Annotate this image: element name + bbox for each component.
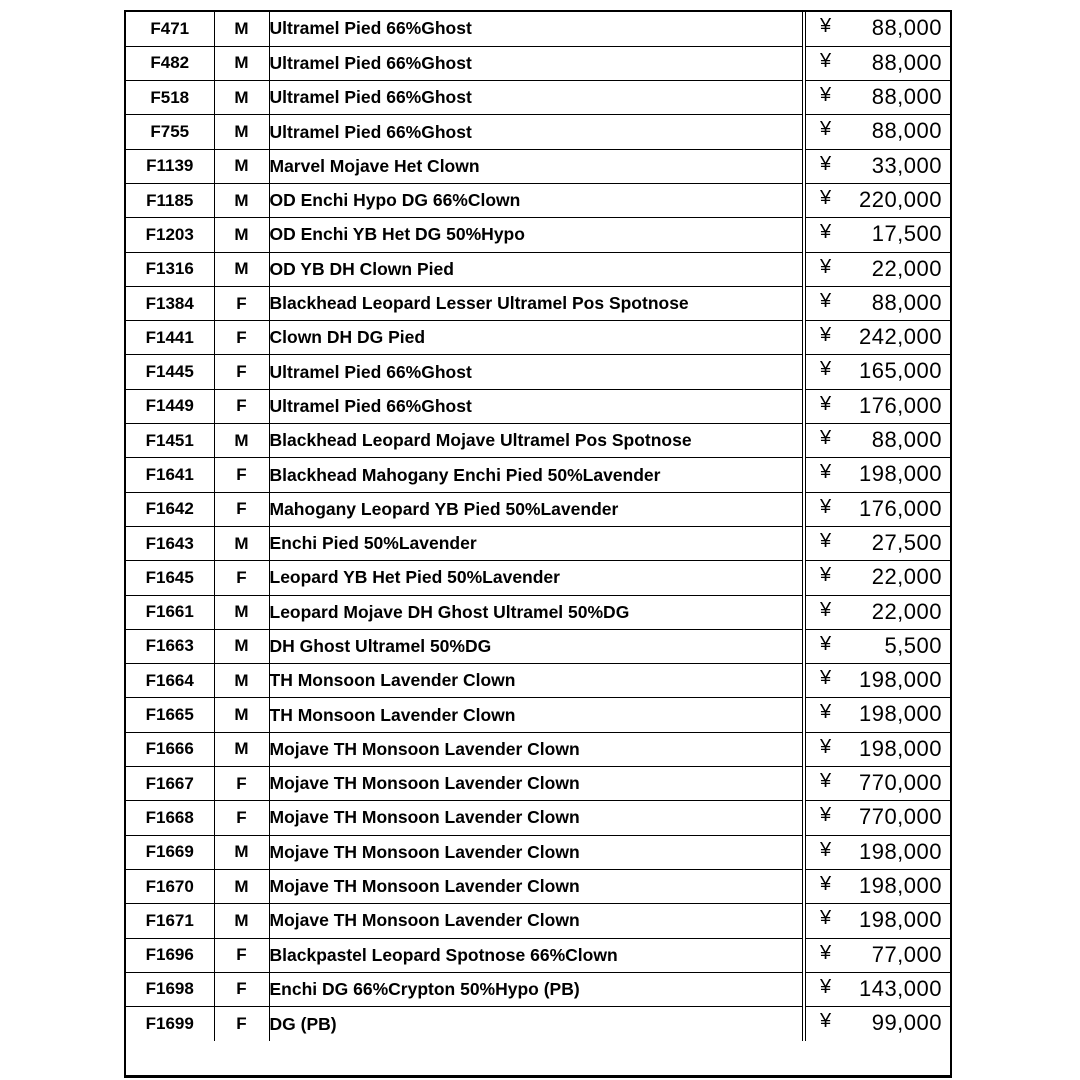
cell-price: [804, 492, 950, 526]
table-row: [126, 698, 950, 732]
cell-sex: M: [214, 595, 269, 629]
currency-symbol: ¥: [820, 770, 832, 793]
cell-morph-name: Marvel Mojave Het Clown: [269, 149, 804, 183]
currency-symbol: ¥: [820, 255, 832, 278]
price-amount: 88,000: [871, 15, 942, 40]
cell-morph-name: Leopard YB Het Pied 50%Lavender: [269, 561, 804, 595]
cell-price: [804, 972, 950, 1006]
currency-symbol: ¥: [820, 667, 832, 690]
table-row: [126, 81, 950, 115]
table-row: [126, 561, 950, 595]
table-row: [126, 149, 950, 183]
cell-id: F1668: [126, 801, 214, 835]
cell-id: F1316: [126, 252, 214, 286]
price-table: [126, 12, 950, 1041]
price-amount: 77,000: [871, 941, 942, 967]
price-amount: 770,000: [858, 804, 942, 830]
price-amount: 198,000: [858, 667, 942, 693]
cell-price: [804, 81, 950, 115]
price-amount: 17,500: [871, 221, 942, 247]
cell-price: [804, 561, 950, 595]
cell-morph-name: Mojave TH Monsoon Lavender Clown: [269, 801, 804, 835]
table-row: [126, 286, 950, 320]
price-amount: 176,000: [858, 495, 942, 521]
cell-id: F1451: [126, 424, 214, 458]
price-amount: 198,000: [858, 735, 942, 761]
currency-symbol: ¥: [820, 872, 832, 895]
table-row: [126, 115, 950, 149]
table-row: [126, 664, 950, 698]
currency-symbol: ¥: [820, 427, 832, 450]
cell-price: [804, 355, 950, 389]
currency-symbol: ¥: [820, 701, 832, 724]
table-row: [126, 389, 950, 423]
cell-price: [804, 629, 950, 663]
currency-symbol: ¥: [820, 49, 832, 72]
cell-sex: M: [214, 252, 269, 286]
cell-morph-name: TH Monsoon Lavender Clown: [269, 664, 804, 698]
cell-price: [804, 835, 950, 869]
cell-price: [804, 595, 950, 629]
currency-symbol: ¥: [820, 461, 832, 484]
cell-price: [804, 869, 950, 903]
cell-id: F1643: [126, 526, 214, 560]
price-amount: 198,000: [858, 872, 942, 898]
cell-price: [804, 286, 950, 320]
cell-morph-name: Blackhead Mahogany Enchi Pied 50%Lavender: [269, 458, 804, 492]
cell-price: [804, 526, 950, 560]
currency-symbol: ¥: [820, 907, 832, 930]
cell-sex: F: [214, 972, 269, 1006]
cell-price: [804, 218, 950, 252]
price-amount: 88,000: [871, 49, 942, 75]
cell-morph-name: Ultramel Pied 66%Ghost: [269, 46, 804, 80]
cell-id: F1641: [126, 458, 214, 492]
table-row: [126, 595, 950, 629]
cell-id: F1441: [126, 321, 214, 355]
price-amount: 198,000: [858, 838, 942, 864]
cell-id: F1669: [126, 835, 214, 869]
table-row: [126, 835, 950, 869]
table-row: [126, 801, 950, 835]
cell-morph-name: Mojave TH Monsoon Lavender Clown: [269, 835, 804, 869]
cell-sex: M: [214, 835, 269, 869]
cell-morph-name: Ultramel Pied 66%Ghost: [269, 81, 804, 115]
cell-sex: M: [214, 732, 269, 766]
cell-price: [804, 389, 950, 423]
currency-symbol: ¥: [820, 495, 832, 518]
cell-id: F1666: [126, 732, 214, 766]
price-amount: 88,000: [871, 427, 942, 453]
cell-price: [804, 252, 950, 286]
cell-morph-name: OD Enchi Hypo DG 66%Clown: [269, 183, 804, 217]
price-amount: 176,000: [858, 392, 942, 418]
price-amount: 88,000: [871, 118, 942, 144]
cell-id: F1384: [126, 286, 214, 320]
cell-sex: F: [214, 1007, 269, 1041]
currency-symbol: ¥: [820, 564, 832, 587]
cell-id: F755: [126, 115, 214, 149]
cell-sex: M: [214, 904, 269, 938]
cell-sex: F: [214, 321, 269, 355]
cell-morph-name: Blackhead Leopard Lesser Ultramel Pos Spotnose: [269, 286, 804, 320]
cell-price: [804, 732, 950, 766]
cell-sex: M: [214, 12, 269, 46]
cell-id: F1663: [126, 629, 214, 663]
cell-price: [804, 458, 950, 492]
cell-id: F482: [126, 46, 214, 80]
table-row: [126, 458, 950, 492]
price-amount: 143,000: [858, 975, 942, 1001]
cell-id: F1699: [126, 1007, 214, 1041]
cell-sex: F: [214, 492, 269, 526]
table-row: [126, 629, 950, 663]
cell-id: F1696: [126, 938, 214, 972]
cell-morph-name: Mojave TH Monsoon Lavender Clown: [269, 904, 804, 938]
table-row: [126, 424, 950, 458]
cell-id: F1203: [126, 218, 214, 252]
table-row: [126, 46, 950, 80]
cell-price: [804, 183, 950, 217]
cell-price: [804, 12, 950, 46]
cell-id: F1667: [126, 767, 214, 801]
currency-symbol: ¥: [820, 289, 832, 312]
currency-symbol: ¥: [820, 941, 832, 964]
cell-sex: F: [214, 938, 269, 972]
cell-id: F1645: [126, 561, 214, 595]
table-body: [126, 12, 950, 1041]
price-amount: 770,000: [858, 770, 942, 796]
cell-id: F1670: [126, 869, 214, 903]
price-amount: 22,000: [871, 598, 942, 624]
cell-morph-name: Mojave TH Monsoon Lavender Clown: [269, 732, 804, 766]
cell-morph-name: Ultramel Pied 66%Ghost: [269, 115, 804, 149]
currency-symbol: ¥: [820, 735, 832, 758]
cell-id: F1661: [126, 595, 214, 629]
cell-price: [804, 115, 950, 149]
cell-price: [804, 1007, 950, 1041]
cell-morph-name: TH Monsoon Lavender Clown: [269, 698, 804, 732]
cell-morph-name: Ultramel Pied 66%Ghost: [269, 389, 804, 423]
cell-morph-name: Mahogany Leopard YB Pied 50%Lavender: [269, 492, 804, 526]
table-row: [126, 252, 950, 286]
table-row: [126, 732, 950, 766]
cell-id: F1642: [126, 492, 214, 526]
table-row: [126, 972, 950, 1006]
price-list-sheet: [124, 10, 952, 1078]
cell-id: F1139: [126, 149, 214, 183]
currency-symbol: ¥: [820, 152, 832, 175]
price-amount: 165,000: [858, 358, 942, 384]
cell-id: F1445: [126, 355, 214, 389]
cell-morph-name: OD Enchi YB Het DG 50%Hypo: [269, 218, 804, 252]
cell-morph-name: Ultramel Pied 66%Ghost: [269, 355, 804, 389]
cell-sex: M: [214, 149, 269, 183]
cell-sex: M: [214, 869, 269, 903]
cell-sex: M: [214, 115, 269, 149]
cell-price: [804, 46, 950, 80]
cell-price: [804, 424, 950, 458]
price-amount: 198,000: [858, 907, 942, 933]
cell-sex: M: [214, 424, 269, 458]
table-row: [126, 938, 950, 972]
table-row: [126, 12, 950, 46]
cell-sex: F: [214, 561, 269, 595]
cell-sex: F: [214, 355, 269, 389]
cell-sex: F: [214, 286, 269, 320]
currency-symbol: ¥: [820, 598, 832, 621]
price-amount: 220,000: [858, 186, 942, 212]
currency-symbol: ¥: [820, 358, 832, 381]
price-amount: 22,000: [871, 564, 942, 590]
cell-sex: F: [214, 389, 269, 423]
cell-price: [804, 904, 950, 938]
cell-price: [804, 698, 950, 732]
cell-id: F1449: [126, 389, 214, 423]
currency-symbol: ¥: [820, 975, 832, 998]
price-amount: 22,000: [871, 255, 942, 281]
price-amount: 27,500: [871, 529, 942, 555]
price-amount: 198,000: [858, 461, 942, 487]
cell-sex: M: [214, 46, 269, 80]
cell-price: [804, 321, 950, 355]
table-row: [126, 183, 950, 217]
cell-morph-name: Enchi DG 66%Crypton 50%Hypo (PB): [269, 972, 804, 1006]
cell-id: F518: [126, 81, 214, 115]
currency-symbol: ¥: [820, 804, 832, 827]
currency-symbol: ¥: [820, 186, 832, 209]
cell-sex: F: [214, 767, 269, 801]
table-row: [126, 492, 950, 526]
currency-symbol: ¥: [820, 221, 832, 244]
cell-sex: F: [214, 801, 269, 835]
currency-symbol: ¥: [820, 838, 832, 861]
cell-morph-name: OD YB DH Clown Pied: [269, 252, 804, 286]
cell-id: F1698: [126, 972, 214, 1006]
cell-morph-name: Blackpastel Leopard Spotnose 66%Clown: [269, 938, 804, 972]
cell-sex: M: [214, 629, 269, 663]
currency-symbol: ¥: [820, 1010, 832, 1033]
cell-sex: M: [214, 183, 269, 217]
currency-symbol: ¥: [820, 324, 832, 347]
price-amount: 5,500: [884, 632, 942, 658]
table-row: [126, 321, 950, 355]
cell-price: [804, 149, 950, 183]
currency-symbol: ¥: [820, 392, 832, 415]
table-row: [126, 904, 950, 938]
cell-morph-name: Blackhead Leopard Mojave Ultramel Pos Spotnose: [269, 424, 804, 458]
price-amount: 88,000: [871, 289, 942, 315]
table-row: [126, 218, 950, 252]
price-amount: 33,000: [871, 152, 942, 178]
cell-id: F1185: [126, 183, 214, 217]
cell-morph-name: Mojave TH Monsoon Lavender Clown: [269, 767, 804, 801]
currency-symbol: ¥: [820, 15, 832, 37]
table-row: [126, 767, 950, 801]
cell-price: [804, 664, 950, 698]
table-row: [126, 355, 950, 389]
cell-id: F1671: [126, 904, 214, 938]
cell-morph-name: Leopard Mojave DH Ghost Ultramel 50%DG: [269, 595, 804, 629]
cell-sex: M: [214, 81, 269, 115]
cell-morph-name: DG (PB): [269, 1007, 804, 1041]
currency-symbol: ¥: [820, 84, 832, 107]
table-row: [126, 869, 950, 903]
cell-morph-name: Clown DH DG Pied: [269, 321, 804, 355]
cell-morph-name: Ultramel Pied 66%Ghost: [269, 12, 804, 46]
cell-sex: M: [214, 526, 269, 560]
cell-price: [804, 801, 950, 835]
cell-sex: M: [214, 664, 269, 698]
price-amount: 88,000: [871, 84, 942, 110]
cell-id: F1665: [126, 698, 214, 732]
table-row: [126, 526, 950, 560]
currency-symbol: ¥: [820, 632, 832, 655]
currency-symbol: ¥: [820, 529, 832, 552]
cell-id: F1664: [126, 664, 214, 698]
cell-sex: F: [214, 458, 269, 492]
cell-morph-name: DH Ghost Ultramel 50%DG: [269, 629, 804, 663]
cell-id: F471: [126, 12, 214, 46]
currency-symbol: ¥: [820, 118, 832, 141]
price-amount: 242,000: [858, 324, 942, 350]
cell-price: [804, 767, 950, 801]
price-amount: 198,000: [858, 701, 942, 727]
cell-morph-name: Enchi Pied 50%Lavender: [269, 526, 804, 560]
cell-sex: M: [214, 698, 269, 732]
cell-morph-name: Mojave TH Monsoon Lavender Clown: [269, 869, 804, 903]
cell-price: [804, 938, 950, 972]
price-amount: 99,000: [871, 1010, 942, 1036]
cell-sex: M: [214, 218, 269, 252]
table-row: [126, 1007, 950, 1041]
